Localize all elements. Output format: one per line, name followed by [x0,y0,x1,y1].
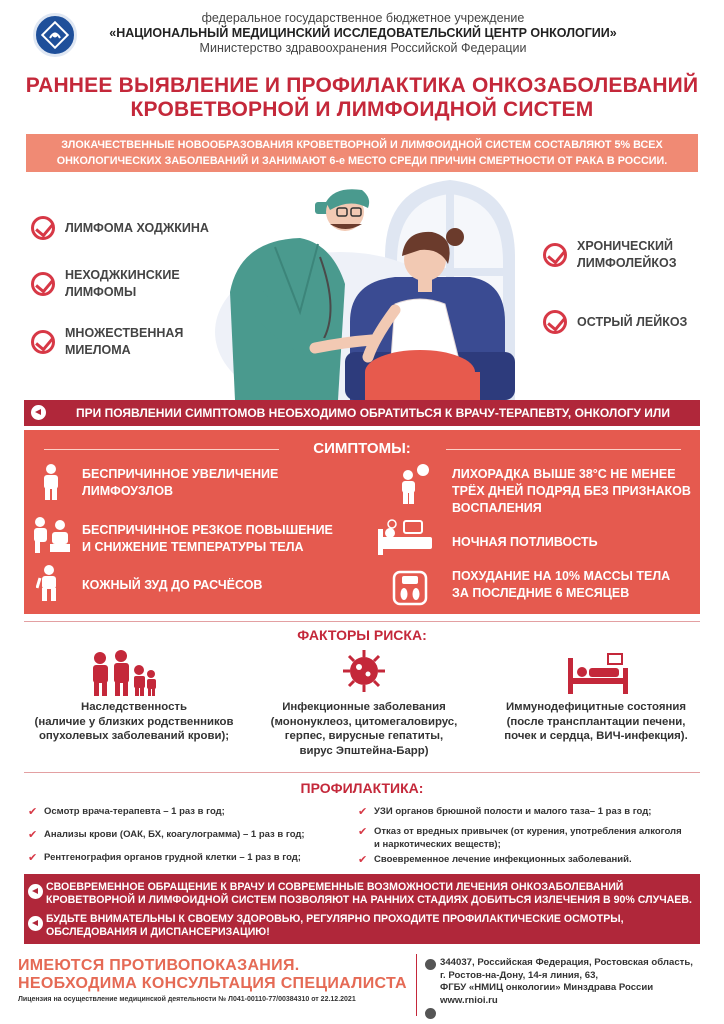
intro-line-2: ОНКОЛОГИЧЕСКИХ ЗАБОЛЕВАНИЙ И ЗАНИМАЮТ 6-е МЕСТО СРЕДИ ПРИЧИН СМЕРТНОСТИ ОТ РАКА В РОССИИ. [56,155,668,167]
disease-item-acute-leukemia: ОСТРЫЙ ЛЕЙКОЗ [543,310,687,334]
address-line-1: 344037, Российская Федерация, Ростовская область, [440,957,693,968]
check-icon [543,243,567,267]
title-line-1: РАННЕЕ ВЫЯВЛЕНИЕ И ПРОФИЛАКТИКА ОНКОЗАБОЛЕВАНИЙ [25,74,699,97]
symptom-fever: ЛИХОРАДКА ВЫШЕ 38°С НЕ МЕНЕЕ ТРЁХ ДНЕЙ ПОДРЯД БЕЗ ПРИЗНАКОВ ВОСПАЛЕНИЯ [452,467,691,515]
header-line-1: федеральное государственное бюджетное учреждение [201,11,525,25]
disease-item-cll: ХРОНИЧЕСКИЙ ЛИМФОЛЕЙКОЗ [543,238,677,272]
speaker-icon [28,916,43,931]
risk-heredity: Наследственность (наличие у близких родственников опухолевых заболеваний крови); [34,701,234,742]
title-line-2: КРОВЕТВОРНОЙ И ЛИМФОИДНОЙ СИСТЕМ [130,98,594,121]
scale-icon [392,570,428,606]
website-link[interactable]: www.rnioi.ru [440,994,498,1006]
bottom-line-4: ОБСЛЕДОВАНИЯ И ДИСПАНСЕРИЗАЦИЮ! [46,926,270,938]
header-ministry: Министерство здравоохранения Российской Федерации [199,41,527,55]
risk-infection: Инфекционные заболевания (мононуклеоз, цитомегаловирус, герпес, вирусные гепатиты, вирус Эпштейна-Барр) [270,701,458,757]
symptom-temperature: БЕСПРИЧИННОЕ РЕЗКОЕ ПОВЫШЕНИЕ И СНИЖЕНИЕ ТЕМПЕРАТУРЫ ТЕЛА [82,523,333,554]
prevention-item: ✔ Анализы крови (ОАК, БХ, коагулограмма) – 1 раз в год; [28,829,305,841]
prevention-item: ✔ Осмотр врача-терапевта – 1 раз в год; [28,806,225,818]
warning-text: ПРИ ПОЯВЛЕНИИ СИМПТОМОВ НЕОБХОДИМО ОБРАТИТЬСЯ К ВРАЧУ-ТЕРАПЕВТУ, ОНКОЛОГУ ИЛИ [76,406,670,420]
bottom-line-3: БУДЬТЕ ВНИМАТЕЛЬНЫ К СВОЕМУ ЗДОРОВЬЮ, РЕГУЛЯРНО ПРОХОДИТЕ ПРОФИЛАКТИЧЕСКИЕ ОСМОТРЫ, [46,913,624,925]
address-block [440,957,693,1007]
symptom-night-sweat: НОЧНАЯ ПОТЛИВОСТЬ [452,535,598,549]
check-icon [31,272,55,296]
symptoms-title: СИМПТОМЫ: [313,440,411,457]
warning-bar [24,400,700,426]
header-institution-name: «НАЦИОНАЛЬНЫЙ МЕДИЦИНСКИЙ ИССЛЕДОВАТЕЛЬСКИЙ ЦЕНТР ОНКОЛОГИИ» [109,26,617,40]
globe-icon [425,1008,436,1019]
address-line-2: г. Ростов-на-Дону, 14-я линия, 63, [440,969,599,981]
check-icon: ✔ [358,826,368,838]
itching-person-icon [36,564,62,602]
bottom-line-1: СВОЕВРЕМЕННОЕ ОБРАЩЕНИЕ К ВРАЧУ И СОВРЕМЕННЫЕ ВОЗМОЖНОСТИ ЛЕЧЕНИЯ ОНКОЗАБОЛЕВАНИЙ [46,881,624,893]
check-icon: ✔ [28,829,38,841]
risk-immunodeficiency: Иммунодефицитные состояния (после трансплантации печени, почек и сердца, ВИЧ-инфекция). [504,701,688,742]
risk-title: ФАКТОРЫ РИСКА: [297,627,427,643]
speaker-icon [28,884,43,899]
prevention-item: ✔ УЗИ органов брюшной полости и малого таза– 1 раз в год; [358,806,652,818]
disease-item-hodgkin: ЛИМФОМА ХОДЖКИНА [31,216,209,240]
header [0,0,724,66]
check-icon: ✔ [28,806,38,818]
address-line-3: ФГБУ «НМИЦ онкологии» Минздрава России [440,982,654,994]
check-icon [31,330,55,354]
disease-item-non-hodgkin: НЕХОДЖКИНСКИЕ ЛИМФОМЫ [31,267,180,301]
intro-line-1: ЗЛОКАЧЕСТВЕННЫЕ НОВООБРАЗОВАНИЯ КРОВЕТВОРНОЙ И ЛИМФОИДНОЙ СИСТЕМ СОСТАВЛЯЮТ 5% ВСЕХ [61,139,663,151]
license-text: Лицензия на осуществление медицинской деятельности № Л041-00110-77/00384310 от 22.12.2021 [18,996,356,1003]
intro-band [26,134,698,172]
check-icon [31,216,55,240]
person-lymph-icon [38,463,64,501]
institution-logo-icon [33,13,77,57]
prevention-item: ✔ Отказ от вредных привычек (от курения, употребления алкоголя и наркотических веществ); [358,826,682,850]
prevention-item: ✔ Рентгенография органов грудной клетки – 1 раз в год; [28,852,301,864]
divider [24,772,700,773]
page-title [0,74,724,122]
night-sweat-icon [376,519,436,559]
check-icon: ✔ [358,854,368,866]
symptom-lymph-nodes: БЕСПРИЧИННОЕ УВЕЛИЧЕНИЕ ЛИМФОУЗЛОВ [82,467,279,498]
bottom-line-2: КРОВЕТВОРНОЙ И ЛИМФОИДНОЙ СИСТЕМ ПОЗВОЛЯЮТ НА РАННИХ СТАДИЯХ ДОБИТЬСЯ ИЗЛЕЧЕНИЯ В 90% СЛУЧАЕВ. [46,894,692,906]
symptoms-section [24,430,700,614]
divider [416,954,417,1016]
virus-icon [341,648,387,694]
check-icon: ✔ [28,852,38,864]
symptom-itching: КОЖНЫЙ ЗУД ДО РАСЧЁСОВ [82,578,263,592]
bottom-message-band [24,874,700,944]
hospital-bed-icon [566,652,630,696]
temperature-check-icon [30,516,70,554]
check-icon [543,310,567,334]
speaker-icon [31,405,46,420]
prevention-title: ПРОФИЛАКТИКА: [300,780,424,796]
disease-item-myeloma: МНОЖЕСТВЕННАЯ МИЕЛОМА [31,325,183,359]
location-pin-icon [425,959,436,970]
family-icon [88,650,158,698]
prevention-item: ✔ Своевременное лечение инфекционных заболеваний. [358,854,632,866]
hero-section [0,172,724,400]
divider [24,621,700,622]
symptom-weight-loss: ПОХУДАНИЕ НА 10% МАССЫ ТЕЛА ЗА ПОСЛЕДНИЕ 6 МЕСЯЦЕВ [452,569,671,600]
contraindications-notice: ИМЕЮТСЯ ПРОТИВОПОКАЗАНИЯ. НЕОБХОДИМА КОНСУЛЬТАЦИЯ СПЕЦИАЛИСТА [18,957,407,992]
check-icon: ✔ [358,806,368,818]
fever-icon [396,463,432,505]
